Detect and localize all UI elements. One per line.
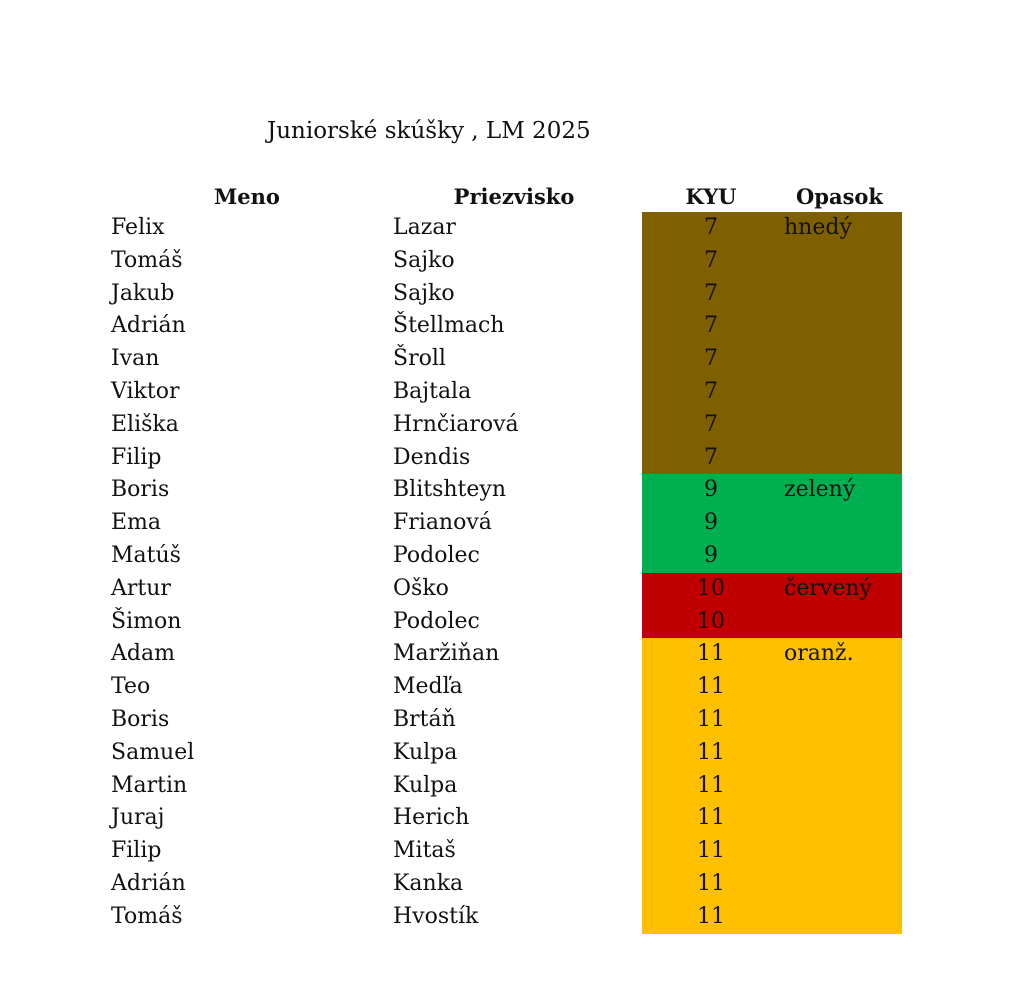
cell-kyu: 11 bbox=[697, 903, 725, 929]
table-row bbox=[0, 245, 1024, 278]
table-row bbox=[0, 835, 1024, 868]
cell-meno: Tomáš bbox=[111, 903, 183, 929]
document-title: Juniorské skúšky , LM 2025 bbox=[267, 118, 591, 144]
cell-priezvisko: Lazar bbox=[393, 215, 456, 240]
cell-kyu: 7 bbox=[704, 313, 718, 339]
cell-priezvisko: Hrnčiarová bbox=[393, 411, 519, 437]
cell-kyu: 9 bbox=[704, 510, 718, 536]
cell-meno: Artur bbox=[111, 575, 171, 601]
cell-meno: Ivan bbox=[111, 346, 160, 372]
cell-meno: Filip bbox=[111, 838, 162, 864]
cell-opasok: zelený bbox=[784, 477, 856, 503]
cell-opasok: červený bbox=[784, 575, 872, 601]
table-row bbox=[0, 409, 1024, 442]
cell-kyu: 9 bbox=[704, 477, 718, 503]
cell-meno: Teo bbox=[111, 674, 151, 700]
table-row bbox=[0, 278, 1024, 311]
cell-meno: Boris bbox=[111, 706, 170, 732]
cell-priezvisko: Bajtala bbox=[393, 378, 472, 404]
cell-meno: Boris bbox=[111, 477, 170, 503]
cell-meno: Matúš bbox=[111, 542, 181, 568]
column-header-meno: Meno bbox=[214, 184, 280, 209]
cell-kyu: 7 bbox=[704, 215, 718, 240]
table-row bbox=[0, 540, 1024, 573]
cell-meno: Ema bbox=[111, 510, 162, 536]
cell-kyu: 10 bbox=[697, 608, 725, 634]
cell-priezvisko: Dendis bbox=[393, 444, 471, 470]
cell-kyu: 11 bbox=[697, 772, 725, 798]
cell-priezvisko: Mitaš bbox=[393, 838, 456, 864]
cell-meno: Juraj bbox=[111, 805, 165, 831]
cell-priezvisko: Podolec bbox=[393, 608, 480, 634]
cell-priezvisko: Medľa bbox=[393, 674, 463, 700]
table-row bbox=[0, 474, 1024, 507]
cell-priezvisko: Blitshteyn bbox=[393, 477, 506, 503]
cell-kyu: 7 bbox=[704, 411, 718, 437]
cell-meno: Adrián bbox=[111, 313, 186, 339]
cell-priezvisko: Kulpa bbox=[393, 739, 458, 765]
cell-kyu: 7 bbox=[704, 247, 718, 273]
table-row bbox=[0, 442, 1024, 475]
cell-meno: Tomáš bbox=[111, 247, 183, 273]
table-row bbox=[0, 573, 1024, 606]
cell-priezvisko: Herich bbox=[393, 805, 470, 831]
table-row bbox=[0, 376, 1024, 409]
cell-priezvisko: Podolec bbox=[393, 542, 480, 568]
cell-priezvisko: Oško bbox=[393, 575, 449, 601]
cell-kyu: 7 bbox=[704, 346, 718, 372]
column-header-opasok: Opasok bbox=[796, 184, 883, 209]
cell-kyu: 11 bbox=[697, 674, 725, 700]
cell-kyu: 7 bbox=[704, 378, 718, 404]
cell-kyu: 11 bbox=[697, 739, 725, 765]
cell-meno: Martin bbox=[111, 772, 188, 798]
cell-kyu: 11 bbox=[697, 838, 725, 864]
table-row bbox=[0, 212, 1024, 245]
cell-kyu: 9 bbox=[704, 542, 718, 568]
table-row bbox=[0, 671, 1024, 704]
table-row bbox=[0, 770, 1024, 803]
table-row bbox=[0, 868, 1024, 901]
cell-kyu: 7 bbox=[704, 280, 718, 306]
student-table bbox=[0, 212, 1024, 934]
table-row bbox=[0, 802, 1024, 835]
cell-kyu: 11 bbox=[697, 870, 725, 896]
column-header-priezvisko: Priezvisko bbox=[453, 184, 575, 209]
cell-meno: Adam bbox=[111, 641, 175, 667]
cell-priezvisko: Frianová bbox=[393, 510, 492, 536]
cell-priezvisko: Maržiňan bbox=[393, 641, 500, 667]
cell-priezvisko: Šroll bbox=[393, 346, 446, 372]
cell-priezvisko: Sajko bbox=[393, 280, 455, 306]
cell-meno: Felix bbox=[111, 215, 165, 240]
cell-priezvisko: Sajko bbox=[393, 247, 455, 273]
table-row bbox=[0, 704, 1024, 737]
cell-kyu: 11 bbox=[697, 805, 725, 831]
cell-kyu: 10 bbox=[697, 575, 725, 601]
cell-meno: Viktor bbox=[111, 378, 180, 404]
cell-opasok: hnedý bbox=[784, 215, 852, 240]
table-row bbox=[0, 343, 1024, 376]
table-row bbox=[0, 737, 1024, 770]
cell-priezvisko: Kulpa bbox=[393, 772, 458, 798]
cell-kyu: 7 bbox=[704, 444, 718, 470]
cell-kyu: 11 bbox=[697, 706, 725, 732]
cell-meno: Jakub bbox=[111, 280, 175, 306]
cell-meno: Samuel bbox=[111, 739, 195, 765]
cell-priezvisko: Štellmach bbox=[393, 313, 505, 339]
cell-priezvisko: Brtáň bbox=[393, 706, 456, 732]
table-row bbox=[0, 606, 1024, 639]
cell-priezvisko: Kanka bbox=[393, 870, 464, 896]
cell-meno: Eliška bbox=[111, 411, 179, 437]
table-row bbox=[0, 507, 1024, 540]
cell-opasok: oranž. bbox=[784, 641, 854, 667]
column-header-kyu: KYU bbox=[685, 184, 737, 209]
cell-priezvisko: Hvostík bbox=[393, 903, 479, 929]
table-row bbox=[0, 901, 1024, 934]
cell-meno: Adrián bbox=[111, 870, 186, 896]
table-row bbox=[0, 638, 1024, 671]
table-row bbox=[0, 310, 1024, 343]
cell-meno: Filip bbox=[111, 444, 162, 470]
cell-kyu: 11 bbox=[697, 641, 725, 667]
cell-meno: Šimon bbox=[111, 608, 182, 634]
